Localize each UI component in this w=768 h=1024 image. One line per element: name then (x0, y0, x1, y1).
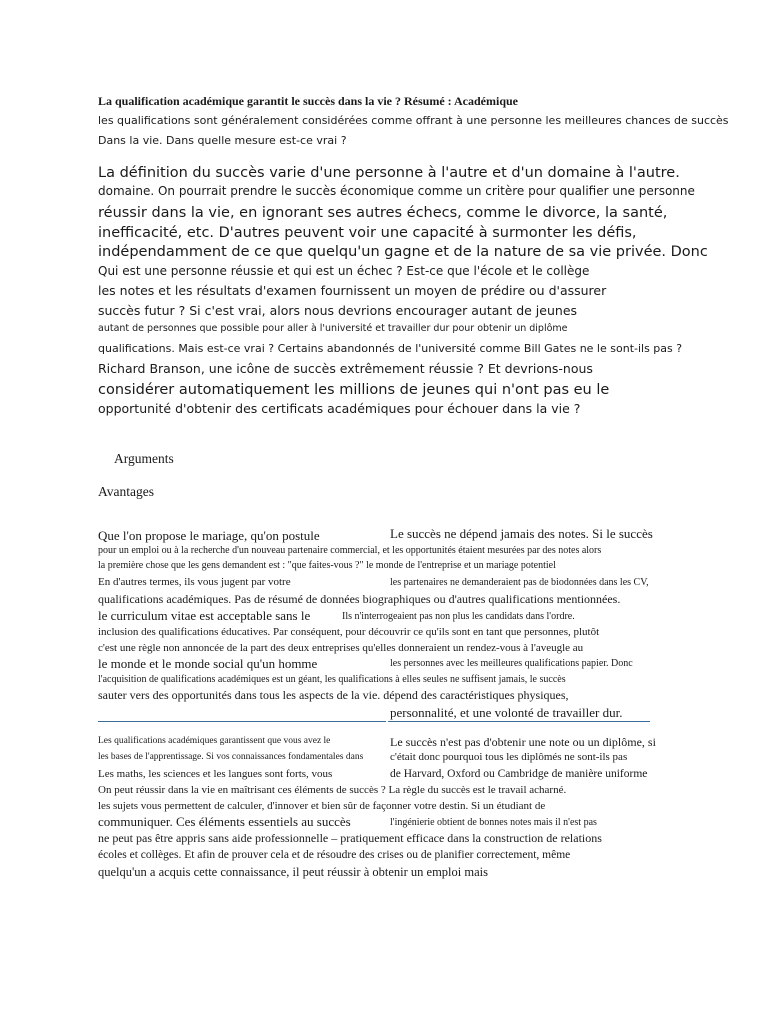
block1-line: le monde et le monde social qu'un homme (98, 656, 318, 671)
block1-line: personnalité, et une volonté de travailler dur. (390, 705, 623, 720)
block2-line: quelqu'un a acquis cette connaissance, il peut réussir à obtenir un emploi mais (98, 865, 488, 879)
body-line: La définition du succès varie d'une personne à l'autre et d'un domaine à l'autre. (98, 165, 680, 181)
block1-line: qualifications académiques. Pas de résumé de données biographiques ou d'autres qualifications mentionnées. (98, 592, 621, 606)
avantages-heading: Avantages (98, 484, 154, 499)
body-line: opportunité d'obtenir des certificats académiques pour échouer dans la vie ? (98, 401, 581, 416)
body-line: Qui est une personne réussie et qui est un échec ? Est-ce que l'école et le collège (98, 264, 590, 278)
body-line: inefficacité, etc. D'autres peuvent voir une capacité à surmonter les défis, (98, 225, 637, 241)
block2-line: écoles et collèges. Et afin de prouver cela et de résoudre des crises ou de planifier correctement, même (98, 849, 571, 861)
block2-line: l'ingénierie obtient de bonnes notes mais il n'est pas (390, 817, 597, 828)
block1-line: sauter vers des opportunités dans tous les aspects de la vie. dépend des caractéristiques physiques, (98, 688, 569, 702)
block2-line: Les maths, les sciences et les langues sont forts, vous (98, 768, 333, 780)
block2-line: les bases de l'apprentissage. Si vos connaissances fondamentales dans (98, 752, 364, 762)
block1-line: les partenaires ne demanderaient pas de biodonnées dans les CV, (390, 577, 649, 588)
body-line: considérer automatiquement les millions de jeunes qui n'ont pas eu le (98, 382, 610, 398)
block2-line: On peut réussir dans la vie en maîtrisant ces éléments de succès ? La règle du succès est le travail acharné. (98, 784, 567, 796)
block1-line: l'acquisition de qualifications académiques est un géant, les qualifications à elles seules ne suffisent jamais, le succès (98, 674, 566, 685)
block1-line: les personnes avec les meilleures qualifications papier. Donc (390, 658, 633, 669)
body-line: domaine. On pourrait prendre le succès économique comme un critère pour qualifier une personne (98, 184, 695, 198)
body-line: réussir dans la vie, en ignorant ses autres échecs, comme le divorce, la santé, (98, 205, 668, 221)
block1-line: c'est une règle non annoncée de la part des deux entreprises qu'elles donneraient un rendez-vous à l'aveugle au (98, 642, 584, 654)
block1-line: Ils n'interrogeaient pas non plus les candidats dans l'ordre. (342, 611, 575, 622)
intro-line: Dans la vie. Dans quelle mesure est-ce vrai ? (98, 134, 347, 147)
body-line: succès futur ? Si c'est vrai, alors nous devrions encourager autant de jeunes (98, 303, 578, 318)
block2-line: ne peut pas être appris sans aide professionnelle – pratiquement efficace dans la construction de relations (98, 831, 602, 845)
block1-line: pour un emploi ou à la recherche d'un nouveau partenaire commercial, et les opportunités étaient mesurées par des notes alors (98, 545, 602, 556)
arguments-heading: Arguments (114, 451, 174, 466)
block1-line: inclusion des qualifications éducatives. Par conséquent, pour découvrir ce qu'ils sont en tant que personnes, plutôt (98, 626, 600, 638)
block2-line: de Harvard, Oxford ou Cambridge de manière uniforme (390, 768, 648, 780)
body-line: autant de personnes que possible pour aller à l'université et travailler dur pour obtenir un diplôme (98, 323, 568, 334)
divider-right (388, 721, 650, 722)
block1-line: le curriculum vitae est acceptable sans le (98, 608, 311, 623)
body-line: Richard Branson, une icône de succès extrêmement réussie ? Et devrions-nous (98, 361, 593, 376)
intro-line: les qualifications sont généralement considérées comme offrant à une personne les meilleures chances de succès (98, 114, 729, 127)
body-line: indépendamment de ce que quelqu'un gagne et de la nature de sa vie privée. Donc (98, 244, 708, 260)
body-line: les notes et les résultats d'examen fournissent un moyen de prédire ou d'assurer (98, 283, 607, 298)
page-title: La qualification académique garantit le succès dans la vie ? Résumé : Académique (98, 94, 518, 108)
block2-line: Le succès n'est pas d'obtenir une note ou un diplôme, si (390, 735, 656, 749)
block2-line: les sujets vous permettent de calculer, d'innover et bien sûr de façonner votre destin. Si un étudiant de (98, 800, 546, 812)
block2-line: communiquer. Ces éléments essentiels au succès (98, 814, 351, 829)
block1-line: Que l'on propose le mariage, qu'on postule (98, 528, 320, 543)
block2-line: Les qualifications académiques garantissent que vous avez le (98, 736, 331, 746)
body-line: qualifications. Mais est-ce vrai ? Certains abandonnés de l'université comme Bill Gates ne le sont-ils pas ? (98, 342, 683, 355)
block1-line: Le succès ne dépend jamais des notes. Si le succès (390, 526, 653, 541)
block1-line: la première chose que les gens demandent est : "que faites-vous ?" le monde de l'entreprise et un mariage potentiel (98, 560, 556, 571)
divider-left (98, 721, 386, 722)
block1-line: En d'autres termes, ils vous jugent par votre (98, 576, 291, 588)
block2-line: c'était donc pourquoi tous les diplômés ne sont-ils pas (390, 751, 628, 763)
